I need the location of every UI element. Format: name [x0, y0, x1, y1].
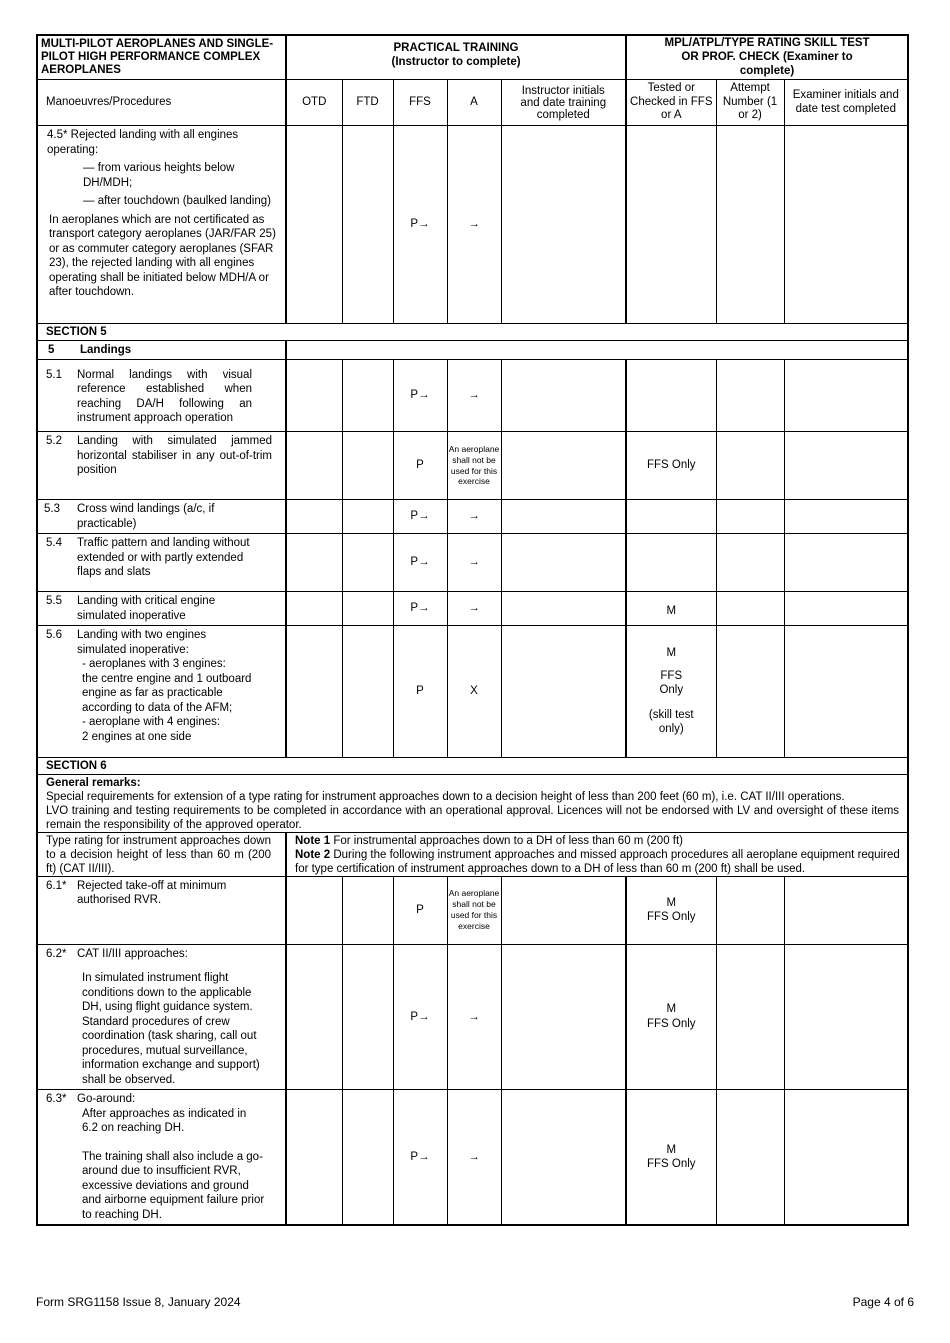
header-ffs: FFS [393, 80, 447, 126]
item-text: Rejected take-off at minimum authorised RVR. [77, 879, 227, 906]
note-1-text: For instrumental approaches down to a DH of less than 60 m (200 ft) [333, 834, 684, 847]
item-text: Normal landings with visual reference established when reaching DA/H following an instrument approach operation [77, 368, 252, 424]
a-cell: X [447, 626, 501, 758]
ffs-cell: P→ [393, 126, 447, 324]
tested-cell [626, 944, 716, 1090]
table-row [37, 500, 908, 534]
a-cell: → [447, 126, 501, 324]
ffs-cell: P→ [393, 1090, 447, 1226]
ffs-cell: P [393, 626, 447, 758]
header-ftd: FTD [342, 80, 393, 126]
table-row [37, 432, 908, 500]
ffs-cell: P→ [393, 500, 447, 534]
form-reference: Form SRG1158 Issue 8, January 2024 [36, 1295, 241, 1309]
tested-m: M [666, 646, 677, 659]
item-text-1: After approaches as indicated in 6.2 on reaching DH. [82, 1107, 247, 1134]
tested-note: (skill test only) [648, 709, 694, 735]
table-row [37, 1090, 908, 1226]
ffs-cell: P [393, 876, 447, 944]
table-row [37, 126, 908, 324]
item-sub-2: - aeroplane with 4 engines: [82, 716, 221, 728]
notes-cell [286, 832, 908, 876]
tested-m: M [666, 896, 677, 909]
item-number: 6.3* [46, 1093, 67, 1105]
tested-cell [626, 1090, 716, 1226]
item-sub-1: - aeroplanes with 3 engines: [82, 658, 226, 670]
table-row [37, 534, 908, 592]
header-manoeuvres: Manoeuvres/Procedures [37, 80, 286, 126]
a-cell: → [447, 944, 501, 1090]
item-title: Landing with two engines simulated inoperative: [77, 629, 207, 656]
type-rating-cell: Type rating for instrument approaches down to a decision height of less than 60 m (200 ft) (CAT II/III). [37, 832, 286, 876]
header-attempt: Attempt Number (1 or 2) [716, 80, 784, 126]
tested-ffs: FFS Only [647, 911, 696, 923]
header-aircraft-category: MULTI-PILOT AEROPLANES AND SINGLE-PILOT HIGH PERFORMANCE COMPLEX AEROPLANES [37, 35, 286, 80]
header-skill-test: MPL/ATPL/TYPE RATING SKILL TEST OR PROF. CHECK (Examiner to complete) [626, 35, 908, 80]
item-title: Go-around: [77, 1093, 136, 1105]
table-row [37, 876, 908, 944]
header-a: A [447, 80, 501, 126]
tested-cell: M [626, 592, 716, 626]
tested-ffs: FFS [660, 670, 683, 683]
item-note: In aeroplanes which are not certificated as transport category aeroplanes (JAR/FAR 25) or as commuter category aeroplanes (SFAR 23), the rejected landing with all engines operating shall be initiated below MDH/A or after touchdown. [49, 213, 276, 298]
header-practical-training [286, 35, 626, 80]
tested-ffs: FFS Only [647, 1017, 696, 1030]
tested-m: M [666, 1003, 677, 1016]
item-text: Landing with critical engine simulated inoperative [77, 595, 216, 622]
a-cell: An aeroplane shall not be used for this exercise [447, 432, 501, 500]
item-sub-2: — after touchdown (baulked landing) [83, 195, 271, 207]
section-5-label: SECTION 5 [37, 324, 908, 341]
item-text: Traffic pattern and landing without extended or with partly extended flaps and slats [77, 537, 250, 578]
tested-m: M [666, 1143, 677, 1156]
item-number: 5.4 [46, 537, 62, 549]
table-row [37, 626, 908, 758]
item-title: Rejected landing with all engines operating: [47, 129, 239, 156]
item-text: Landing with simulated jammed horizontal stabiliser in any out-of-trim position [77, 435, 272, 476]
a-cell: → [447, 592, 501, 626]
section-number: 5 [48, 343, 55, 356]
practical-title: PRACTICAL TRAINING [393, 42, 519, 54]
remarks-line-2: LVO training and testing requirements to be completed in accordance with an operational approval. Licences will not be endorsed with LV and oversight of these items remain the responsibility of the approved operator. [46, 804, 900, 831]
table-row [37, 592, 908, 626]
item-title: CAT II/III approaches: [77, 947, 188, 960]
ffs-cell: P→ [393, 534, 447, 592]
section-title: Landings [80, 343, 132, 356]
table-row [37, 360, 908, 432]
item-sub-1: — from various heights below DH/MDH; [83, 162, 235, 189]
item-number: 4.5* [47, 129, 68, 141]
page-number: Page 4 of 6 [852, 1295, 914, 1309]
note-2-label: Note 2 [295, 848, 331, 861]
header-tested: Tested or Checked in FFS or A [626, 80, 716, 126]
item-text: Cross wind landings (a/c, if practicable) [77, 503, 215, 530]
ffs-cell: P→ [393, 360, 447, 432]
item-number: 5.1 [46, 368, 62, 381]
tested-cell [626, 626, 716, 758]
a-cell: → [447, 360, 501, 432]
a-cell: An aeroplane shall not be used for this exercise [447, 876, 501, 944]
header-examiner: Examiner initials and date test completed [784, 80, 908, 126]
item-number: 5.2 [46, 435, 62, 447]
note-2-text: During the following instrument approaches and missed approach procedures all aeroplane equipment required for type certification of instrument approaches down to a DH of less than 60 m (200 ft) shall be used. [295, 848, 900, 875]
table-row [37, 944, 908, 1090]
a-cell: → [447, 534, 501, 592]
item-sub-1-text: the centre engine and 1 outboard engine as far as practicable according to data of the AFM; [82, 672, 252, 714]
a-cell: → [447, 1090, 501, 1226]
ffs-cell: P→ [393, 944, 447, 1090]
header-instructor-initials: Instructor initials and date training completed [501, 80, 626, 126]
tested-cell: FFS Only [626, 432, 716, 500]
training-table [36, 34, 909, 1226]
item-sub-2-text: 2 engines at one side [82, 730, 192, 743]
item-number: 6.1* [46, 879, 67, 892]
tested-cell [626, 876, 716, 944]
item-text-2: The training shall also include a go-around due to insufficient RVR, excessive deviations and ground and airborne equipment failure prior to reaching DH. [82, 1150, 265, 1221]
remarks-line-1: Special requirements for extension of a type rating for instrument approaches down to a decision height of less than 200 feet (60 m), i.e. CAT II/III operations. [46, 790, 845, 803]
a-cell: → [447, 500, 501, 534]
item-4-5 [37, 126, 286, 324]
practical-subtitle: (Instructor to complete) [391, 56, 521, 68]
ffs-cell: P [393, 432, 447, 500]
general-remarks [37, 774, 908, 832]
item-number: 5.5 [46, 595, 62, 607]
item-text: In simulated instrument flight conditions down to the applicable DH, using flight guidance system. Standard procedures of crew coordination (task sharing, call out procedures, mutual surveillance, information exchange and support) shall be observed. [82, 972, 260, 1086]
tested-ffs: FFS Only [647, 1158, 696, 1170]
header-otd: OTD [286, 80, 342, 126]
item-number: 5.6 [46, 629, 62, 641]
section-6-label: SECTION 6 [37, 758, 908, 775]
tested-only: Only [659, 683, 684, 696]
item-number: 6.2* [46, 947, 67, 960]
note-1-label: Note 1 [295, 834, 331, 847]
section-5-heading [37, 340, 286, 360]
ffs-cell: P→ [393, 592, 447, 626]
item-number: 5.3 [44, 503, 60, 515]
remarks-title: General remarks: [46, 776, 141, 789]
